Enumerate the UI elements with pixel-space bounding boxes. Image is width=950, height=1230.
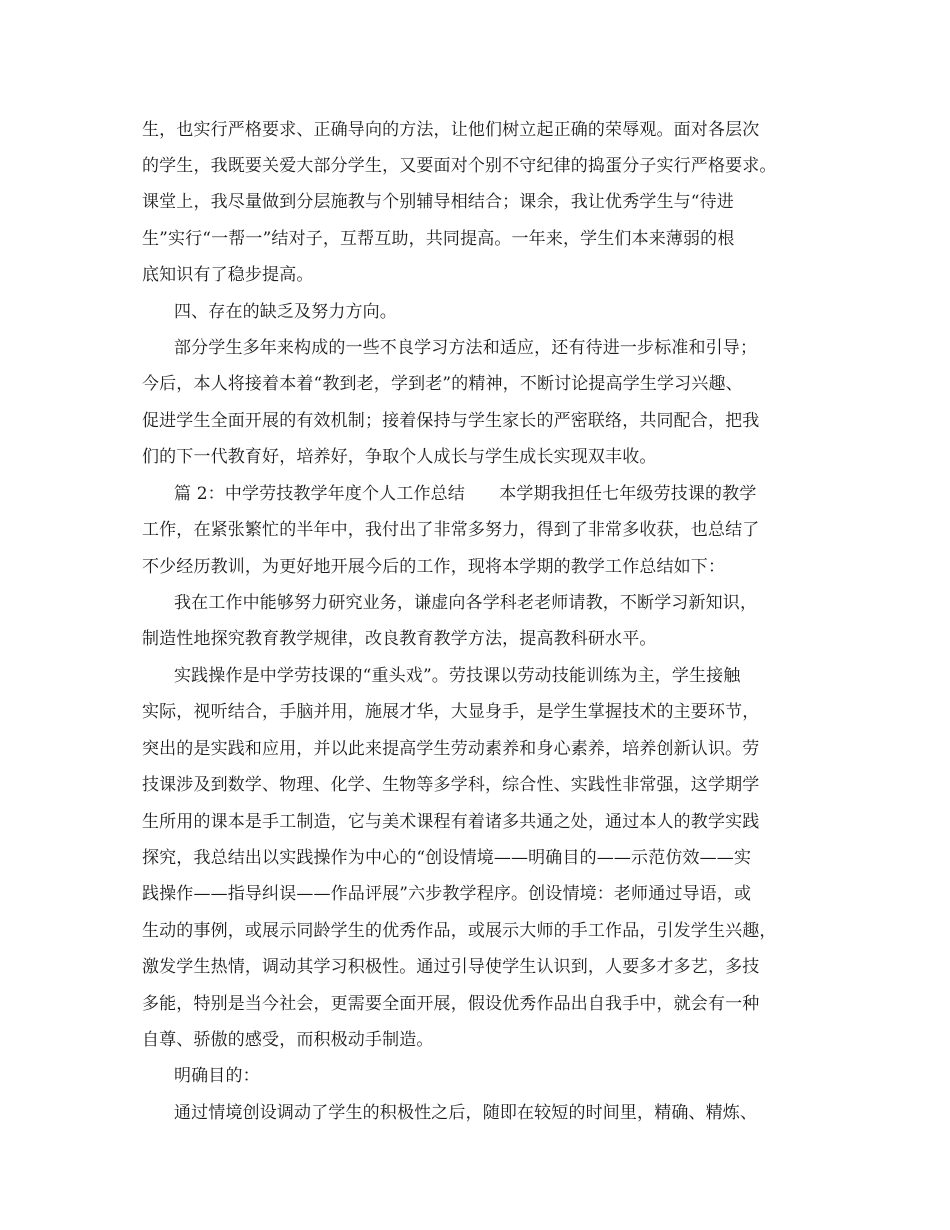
paragraph-line: 制造性地探究教育教学规律，改良教育教学方法，提高教科研水平。 [142, 629, 657, 649]
paragraph-line: 促进学生全面开展的有效机制；接着保持与学生家长的严密联络，共同配合，把我 [142, 411, 760, 431]
paragraph-line: 激发学生热情，调动其学习积极性。通过引导使学生认识到，人要多才多艺，多技 [142, 957, 760, 977]
paragraph-line: 通过情境创设调动了学生的积极性之后，随即在较短的时间里，精确、精炼、 [174, 1103, 758, 1123]
paragraph-line: 的学生，我既要关爱大部分学生，又要面对个别不守纪律的捣蛋分子实行严格要求。 [142, 156, 777, 176]
article-title-line: 篇 2：中学劳技教学年度个人工作总结 本学期我担任七年级劳技课的教学 [174, 484, 757, 504]
paragraph-line: 我在工作中能够努力研究业务，谦虚向各学科老老师请教，不断学习新知识， [174, 593, 758, 613]
paragraph-line: 不少经历教训，为更好地开展今后的工作，现将本学期的教学工作总结如下： [142, 557, 726, 577]
paragraph-line: 底知识有了稳步提高。 [142, 265, 314, 285]
paragraph-line: 生所用的课本是手工制造，它与美术课程有着诸多共通之处，通过本人的教学实践 [142, 812, 760, 832]
section-heading: 明确目的： [174, 1066, 260, 1086]
paragraph-line: 自尊、骄傲的感受，而积极动手制造。 [142, 1030, 434, 1050]
paragraph-line: 践操作——指导纠误——作品评展”六步教学程序。创设情境：老师通过导语，或 [142, 884, 752, 904]
paragraph-line: 多能，特别是当今社会，更需要全面开展，假设优秀作品出自我手中，就会有一种 [142, 994, 760, 1014]
paragraph-line: 部分学生多年来构成的一些不良学习方法和适应，还有待进一步标准和引导； [174, 338, 758, 358]
paragraph-line: 突出的是实践和应用，并以此来提高学生劳动素养和身心素养，培养创新认识。劳 [142, 739, 760, 759]
paragraph-line: 生”实行“一帮一”结对子，互帮互助，共同提高。一年来，学生们本来薄弱的根 [142, 229, 735, 249]
paragraph-line: 技课涉及到数学、物理、化学、生物等多学科，综合性、实践性非常强，这学期学 [142, 775, 760, 795]
paragraph-line: 生，也实行严格要求、正确导向的方法，让他们树立起正确的荣辱观。面对各层次 [142, 120, 760, 140]
paragraph-line: 探究，我总结出以实践操作为中心的“创设情境——明确目的——示范仿效——实 [142, 848, 752, 868]
paragraph-line: 实际，视听结合，手脑并用，施展才华，大显身手，是学生掌握技术的主要环节， [142, 702, 760, 722]
paragraph-line: 实践操作是中学劳技课的“重头戏”。劳技课以劳动技能训练为主，学生接触 [174, 666, 741, 686]
section-heading: 四、存在的缺乏及努力方向。 [174, 302, 397, 322]
paragraph-line: 们的下一代教育好，培养好，争取个人成长与学生成长实现双丰收。 [142, 447, 657, 467]
paragraph-line: 课堂上，我尽量做到分层施教与个别辅导相结合；课余，我让优秀学生与“待进 [142, 192, 734, 212]
paragraph-line: 生动的事例，或展示同龄学生的优秀作品，或展示大师的手工作品，引发学生兴趣， [142, 921, 777, 941]
paragraph-line: 工作，在紧张繁忙的半年中，我付出了非常多努力，得到了非常多收获，也总结了 [142, 520, 760, 540]
paragraph-line: 今后，本人将接着本着“教到老，学到老”的精神，不断讨论提高学生学习兴趣、 [142, 374, 743, 394]
